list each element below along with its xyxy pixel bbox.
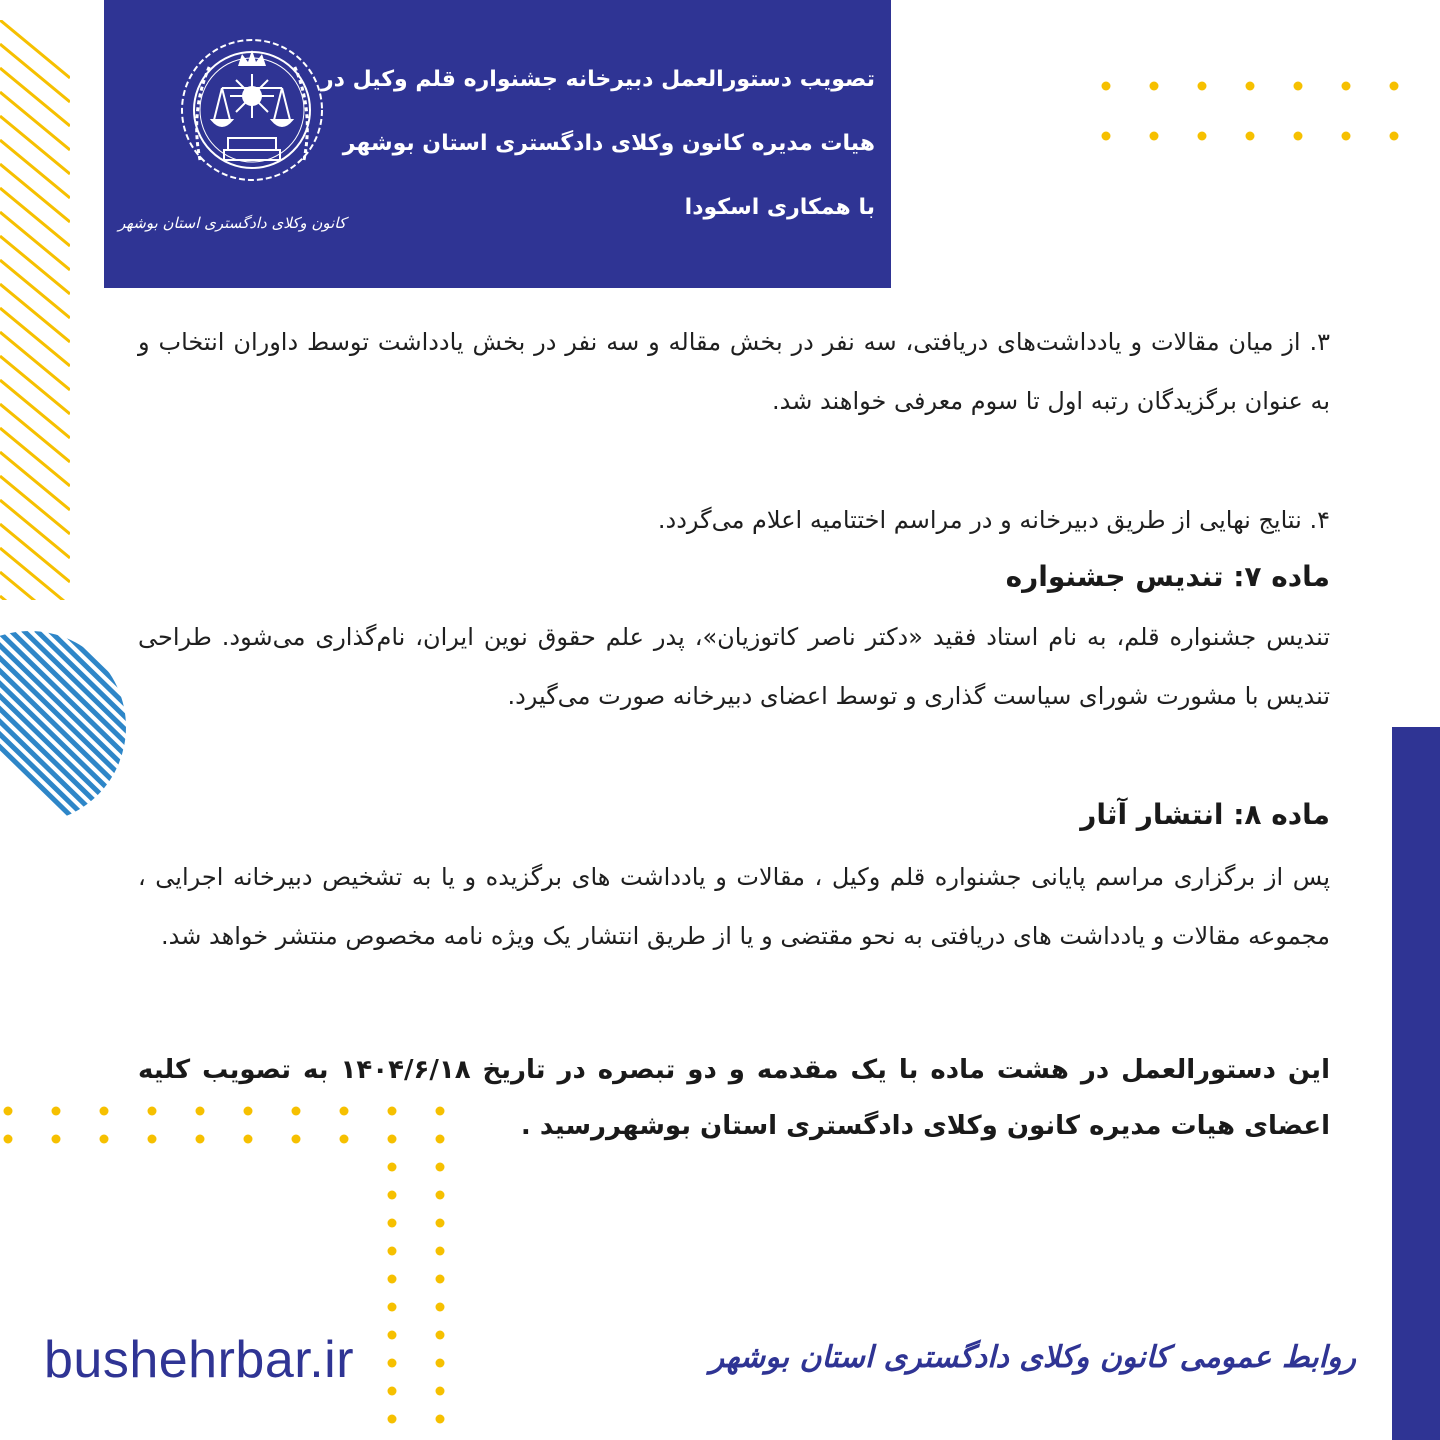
decorative-dot: [436, 1275, 445, 1284]
decorative-stripe: [0, 164, 70, 222]
decorative-stripe: [0, 212, 70, 270]
scales-of-justice-emblem-icon: [170, 30, 334, 202]
decorative-stripe: [0, 332, 70, 390]
decorative-dot: [388, 1191, 397, 1200]
header-title-line-2: هیات مدیره کانون وکلای دادگستری استان بوشهر: [342, 131, 875, 156]
decorative-dot: [436, 1247, 445, 1256]
decorative-stripe: [0, 428, 70, 486]
decorative-dot: [1198, 82, 1207, 91]
clause-3-paragraph: ۳. از میان مقالات و یادداشت‌های دریافتی، سه نفر در بخش مقاله و سه نفر در بخش یادداشت توسط داوران انتخاب و به عنوان برگزیدگان رتبه اول تا سوم معرفی خواهند شد.: [138, 328, 1330, 415]
decorative-dot: [388, 1275, 397, 1284]
decorative-stripe: [0, 452, 70, 510]
decorative-dot: [1102, 82, 1111, 91]
decorative-dot: [1150, 132, 1159, 141]
decorative-stripe: [0, 68, 70, 126]
approval-statement: این دستورالعمل در هشت ماده با یک مقدمه و دو تبصره در تاریخ ۱۴۰۴/۶/۱۸ به تصویب کلیه اعضای هیات مدیره کانون وکلای دادگستری استان بوشهررسید .: [138, 1055, 1330, 1141]
header-title: [315, 48, 875, 240]
decorative-stripe: [0, 260, 70, 318]
decorative-dot: [52, 1135, 61, 1144]
decorative-dot: [388, 1303, 397, 1312]
decorative-stripe: [0, 380, 70, 438]
decorative-dot: [4, 1107, 13, 1116]
decorative-dot: [388, 1331, 397, 1340]
decorative-dot: [388, 1387, 397, 1396]
decorative-dot: [388, 1247, 397, 1256]
decorative-dot: [1294, 82, 1303, 91]
decorative-dots-top-right: [1090, 72, 1410, 152]
decorative-yellow-stripes: [0, 20, 70, 600]
decorative-circle-stripe: [127, 630, 130, 825]
decorative-stripe: [0, 188, 70, 246]
decorative-dot: [436, 1359, 445, 1368]
decorative-dot: [388, 1163, 397, 1172]
decorative-right-bar: [1392, 727, 1440, 1440]
decorative-stripe: [0, 20, 70, 78]
clause-4-paragraph: ۴. نتایج نهایی از طریق دبیرخانه و در مراسم اختتامیه اعلام می‌گردد.: [657, 506, 1330, 534]
decorative-stripe: [0, 44, 70, 102]
decorative-dot: [100, 1135, 109, 1144]
article-7-heading: ماده ۷: تندیس جشنواره: [1005, 560, 1330, 593]
decorative-dot: [436, 1415, 445, 1424]
footer-organization: روابط عمومی کانون وکلای دادگستری استان بوشهر: [709, 1340, 1356, 1375]
decorative-stripe: [0, 524, 70, 582]
article-7-paragraph: تندیس جشنواره قلم، به نام استاد فقید «دکتر ناصر کاتوزیان»، پدر علم حقوق نوین ایران، نام‌گذاری می‌شود. طراحی تندیس با مشورت شورای سیاست گذاری و توسط اعضای دبیرخانه صورت می‌گیرد.: [138, 623, 1330, 710]
decorative-stripe: [0, 308, 70, 366]
decorative-dot: [52, 1107, 61, 1116]
decorative-dot: [1294, 132, 1303, 141]
decorative-dot: [436, 1303, 445, 1312]
decorative-dot: [1150, 82, 1159, 91]
decorative-dot: [1102, 132, 1111, 141]
decorative-stripe: [0, 236, 70, 294]
decorative-dot: [436, 1387, 445, 1396]
decorative-dot: [388, 1415, 397, 1424]
decorative-dot: [1390, 132, 1399, 141]
decorative-stripe: [0, 476, 70, 534]
logo-caption: کانون وکلای دادگستری استان بوشهر: [118, 214, 346, 232]
decorative-stripe: [0, 92, 70, 150]
decorative-stripe: [0, 356, 70, 414]
decorative-stripe: [0, 116, 70, 174]
article-8-paragraph: پس از برگزاری مراسم پایانی جشنواره قلم وکیل ، مقالات و یادداشت های برگزیده و یا به تشخیص دبیرخانه اجرایی ، مجموعه مقالات و یادداشت های دریافتی به نحو مقتضی و یا از طریق انتشار یک ویژه نامه مخصوص منتشر خواهد شد.: [138, 863, 1330, 950]
header-title-line-3: با همکاری اسکودا: [684, 195, 875, 220]
decorative-dot: [1342, 82, 1351, 91]
decorative-dot: [1390, 82, 1399, 91]
decorative-dot: [388, 1359, 397, 1368]
website-link[interactable]: bushehrbar.ir: [44, 1331, 355, 1389]
decorative-dot: [388, 1219, 397, 1228]
decorative-dot: [1246, 82, 1255, 91]
decorative-dot: [1198, 132, 1207, 141]
decorative-dot: [4, 1135, 13, 1144]
decorative-striped-circle: [0, 630, 130, 825]
decorative-dot: [436, 1163, 445, 1172]
decorative-dot: [436, 1191, 445, 1200]
decorative-stripe: [0, 404, 70, 462]
header-title-line-1: تصویب دستورالعمل دبیرخانه جشنواره قلم وکیل در: [320, 67, 875, 92]
decorative-stripe: [0, 500, 70, 558]
header-banner: [104, 0, 891, 288]
decorative-dot: [1342, 132, 1351, 141]
decorative-dot: [1246, 132, 1255, 141]
article-8-heading: ماده ۸: انتشار آثار: [1080, 798, 1330, 831]
decorative-stripe: [0, 284, 70, 342]
decorative-dot: [436, 1331, 445, 1340]
decorative-dot: [436, 1219, 445, 1228]
decorative-dot: [100, 1107, 109, 1116]
decorative-stripe: [0, 140, 70, 198]
